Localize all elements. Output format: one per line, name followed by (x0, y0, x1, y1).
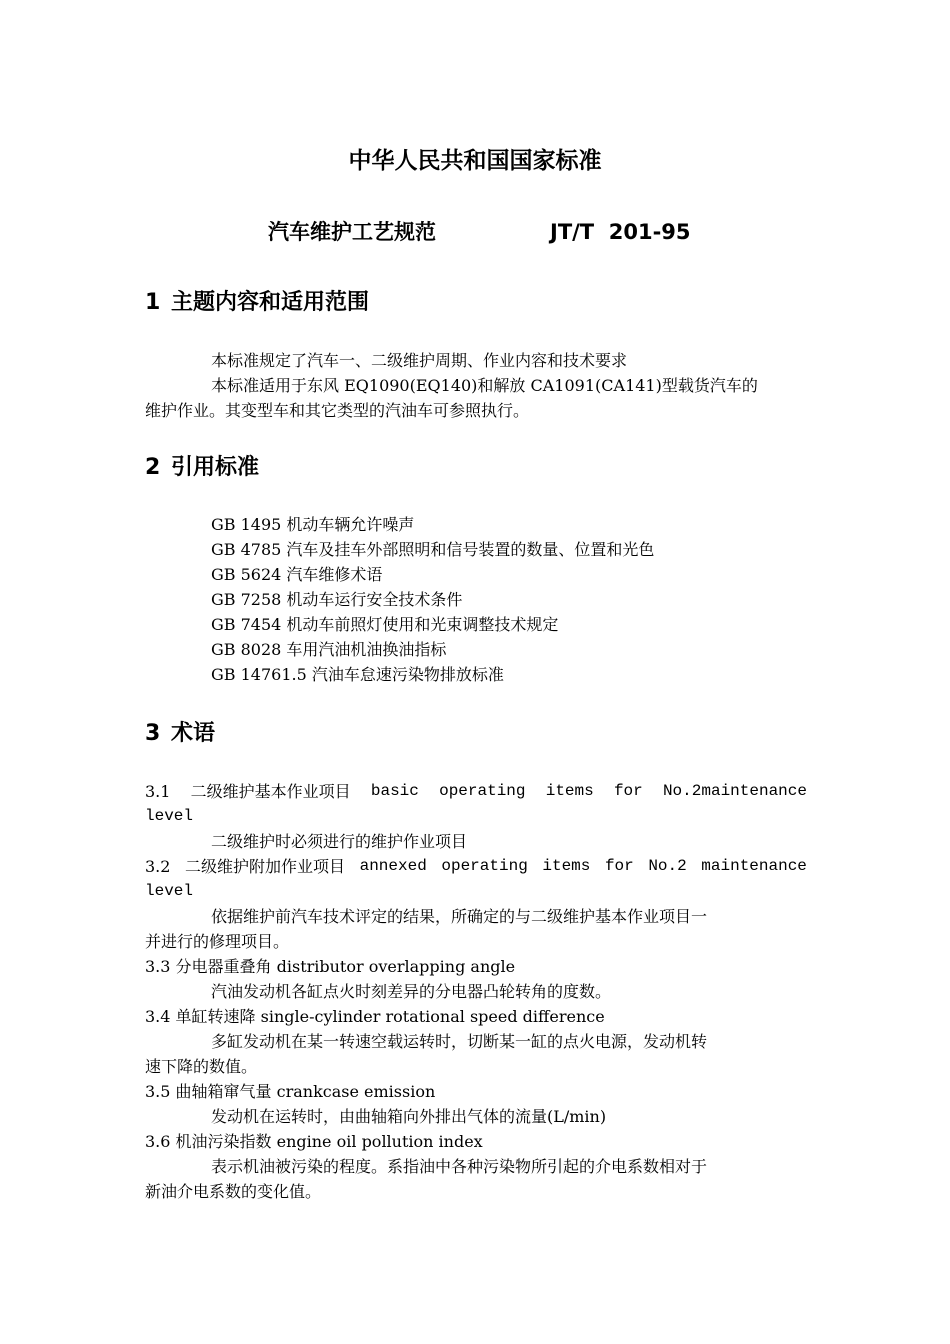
term-3-4-heading: 3.4 单缸转速降 single-cylinder rotational speed difference (145, 1007, 605, 1026)
term-3-6-definition-line1: 表示机油被污染的程度。系指油中各种污染物所引起的介电系数相对于 (211, 1157, 708, 1176)
paragraph-scope: 本标准规定了汽车一、二级维护周期、作业内容和技术要求 (211, 351, 628, 370)
section-number: 3 (145, 721, 161, 746)
section-number: 1 (145, 290, 161, 315)
term-3-4-definition-line1: 多缸发动机在某一转速空载运转时，切断某一缸的点火电源，发动机转 (211, 1032, 708, 1051)
reference-item: GB 7454 机动车前照灯使用和光束调整技术规定 (211, 615, 559, 634)
paragraph-applicability-line1: 本标准适用于东风 EQ1090(EQ140)和解放 CA1091(CA141)型载货汽车的 (211, 376, 758, 395)
terms-list (145, 779, 807, 1204)
term-3-3-definition: 汽油发动机各缸点火时刻差异的分电器凸轮转角的度数。 (211, 982, 612, 1001)
section-number: 2 (145, 455, 161, 480)
section-1-heading (145, 288, 845, 318)
paragraph-applicability-line2: 维护作业。其变型车和其它类型的汽油车可参照执行。 (145, 401, 530, 420)
term-3-1-definition: 二级维护时必须进行的维护作业项目 (211, 832, 468, 851)
term-3-2-definition-line1: 依据维护前汽车技术评定的结果，所确定的与二级维护基本作业项目一 (211, 907, 708, 926)
term-3-4-definition-line2: 速下降的数值。 (145, 1057, 258, 1076)
standard-name: 汽车维护工艺规范 (268, 220, 436, 244)
reference-item: GB 8028 车用汽油机油换油指标 (211, 640, 447, 659)
term-3-6-definition-line2: 新油介电系数的变化值。 (145, 1182, 322, 1201)
term-3-2-heading-cont: level (145, 882, 194, 900)
section-title: 引用标准 (171, 455, 260, 480)
reference-item: GB 5624 汽车维修术语 (211, 565, 383, 584)
term-3-6-heading: 3.6 机油污染指数 engine oil pollution index (145, 1132, 483, 1151)
reference-item: GB 7258 机动车运行安全技术条件 (211, 590, 463, 609)
standard-code: JT/T 201-95 (550, 220, 691, 244)
reference-item: GB 14761.5 汽油车怠速污染物排放标准 (211, 665, 504, 684)
section-title: 术语 (171, 721, 216, 746)
term-3-1-heading: 3.1 二级维护基本作业项目 basic operating items for No.2maintenance (145, 782, 807, 801)
section-title: 主题内容和适用范围 (171, 290, 370, 315)
term-3-5-definition: 发动机在运转时，由曲轴箱向外排出气体的流量(L/min) (211, 1107, 607, 1126)
section-1-body (145, 348, 807, 423)
document-subtitle (0, 217, 950, 247)
term-3-1-heading-cont: level (145, 807, 194, 825)
term-3-5-heading: 3.5 曲轴箱窜气量 crankcase emission (145, 1082, 436, 1101)
term-3-2-heading: 3.2 二级维护附加作业项目 annexed operating items for No.2 maintenance (145, 857, 807, 876)
section-2-heading (145, 453, 845, 483)
reference-item: GB 1495 机动车辆允许噪声 (211, 515, 415, 534)
section-3-heading (145, 719, 845, 749)
reference-item: GB 4785 汽车及挂车外部照明和信号装置的数量、位置和光色 (211, 540, 655, 559)
document-title: 中华人民共和国国家标准 (348, 148, 602, 174)
term-3-3-heading: 3.3 分电器重叠角 distributor overlapping angle (145, 957, 516, 976)
term-3-2-definition-line2: 并进行的修理项目。 (145, 932, 290, 951)
reference-list (211, 512, 811, 687)
